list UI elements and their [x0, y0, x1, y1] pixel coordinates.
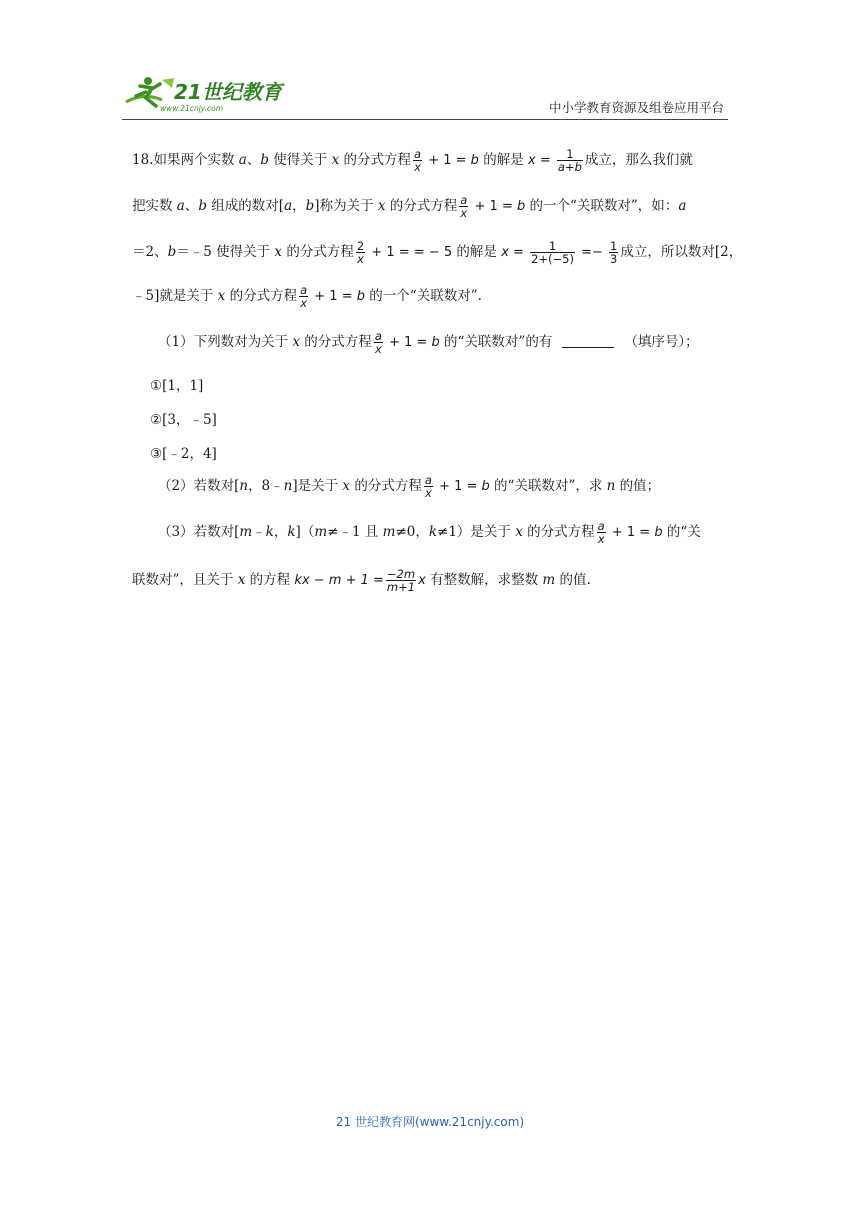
- fraction-a-over-x: $\frac{a}{x}$: [424, 473, 432, 501]
- svg-text:www.21cnjy.com: www.21cnjy.com: [160, 104, 224, 113]
- option-2: ②[3，﹣5]: [150, 412, 217, 428]
- fraction-solution: $\frac{1}{a+b}$: [557, 147, 582, 175]
- footer-link[interactable]: 21 世纪教育网(www.21cnjy.com): [335, 1115, 525, 1129]
- question-3: （3）若数对[m﹣k，k]（m≠﹣1 且 m≠0，k≠1）是关于 x 的分式方程 $\frac{a}{x}$ + 1 = b 的“关: [158, 519, 701, 547]
- fraction-a-over-x: $\frac{a}{x}$: [374, 329, 382, 357]
- problem-line-1: 18.如果两个实数 a、b 使得关于 x 的分式方程 $\frac{a}{x}$ + 1 = b 的解是 x = $\frac{1}{a+b}$ 成立，那么我们就: [132, 147, 693, 175]
- fraction-example: $\frac{1}{2+(-5)}$: [531, 239, 574, 267]
- fraction-2-over-x: $\frac{2}{x}$: [356, 239, 365, 267]
- header-divider: [122, 119, 728, 120]
- option-3: ③[﹣2，4]: [150, 446, 217, 462]
- question-1: （1）下列数对为关于 x 的分式方程 $\frac{a}{x}$ + 1 = b 的“关联数对”的有 （填序号）；: [158, 329, 699, 357]
- fraction-a-over-x: $\frac{a}{x}$: [414, 147, 422, 175]
- platform-name: 中小学教育资源及组卷应用平台: [548, 100, 724, 115]
- fraction-a-over-x: $\frac{a}{x}$: [597, 519, 605, 547]
- question-2: （2）若数对[n，8﹣n]是关于 x 的分式方程 $\frac{a}{x}$ + 1 = b 的“关联数对”，求 n 的值；: [158, 473, 661, 501]
- logo: [122, 72, 297, 114]
- fraction-one-third: $\frac{1}{3}$: [610, 239, 618, 267]
- problem-line-3: ＝2、b＝﹣5 使得关于 x 的分式方程 $\frac{2}{x}$ + 1 = = − 5 的解是 x = $\frac{1}{2+(-5)}$ =− $\frac{1}{3}$ 成立，所以数对[2，: [132, 239, 743, 267]
- fraction-a-over-x: $\frac{a}{x}$: [300, 283, 308, 311]
- problem-line-2: 把实数 a、b 组成的数对[a，b]称为关于 x 的分式方程 $\frac{a}{x}$ + 1 = b 的一个“关联数对”，如：a: [132, 193, 687, 221]
- page-header: [122, 66, 728, 120]
- fraction-coefficient: $\frac{-2m}{m+1}$: [386, 567, 416, 595]
- question-3-line-2: 联数对”，且关于 x 的方程 kx − m + 1 = $\frac{-2m}{m+1}$ x 有整数解，求整数 m 的值.: [132, 567, 591, 595]
- fraction-a-over-x: $\frac{a}{x}$: [460, 193, 468, 221]
- problem-line-4: ﹣5]就是关于 x 的分式方程 $\frac{a}{x}$ + 1 = b 的一个“关联数对”.: [132, 283, 482, 311]
- svg-text:21世纪教育: 21世纪教育: [174, 80, 282, 104]
- option-1: ①[1，1]: [150, 378, 204, 394]
- answer-blank[interactable]: [562, 347, 614, 348]
